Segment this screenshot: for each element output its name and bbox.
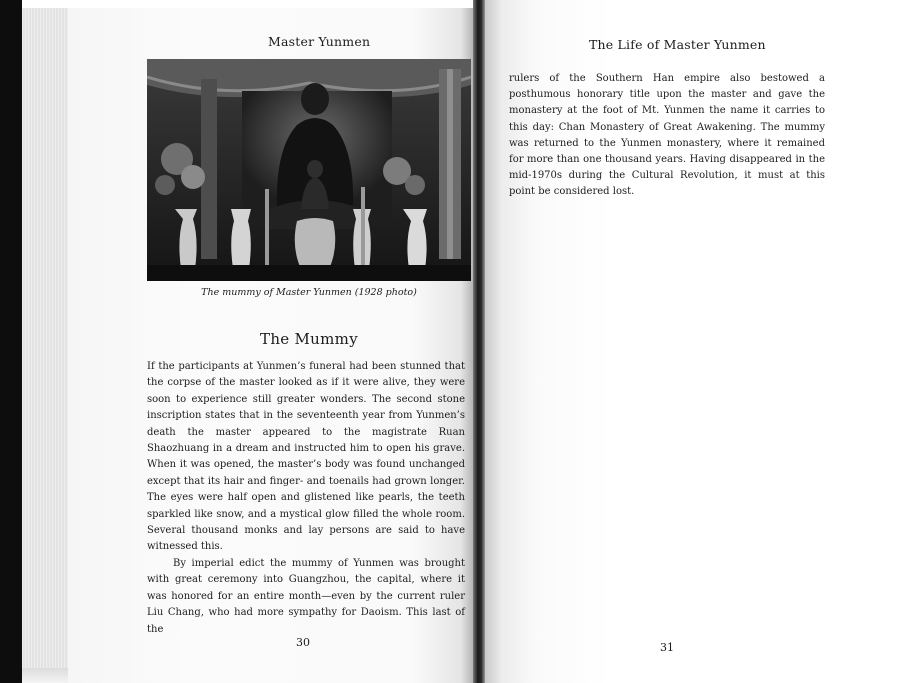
left-page-number: 30 bbox=[296, 636, 310, 649]
right-page-number: 31 bbox=[660, 641, 674, 654]
right-running-head: The Life of Master Yunmen bbox=[589, 37, 766, 52]
section-title: The Mummy bbox=[260, 330, 358, 348]
mummy-photo-illustration bbox=[147, 59, 471, 281]
paragraph: If the participants at Yunmen’s funeral had been stunned that the corpse of the master looked as if it were alive, they were soon to experience still greater wonders. The second stone inscription states that in the seventeenth year from Yunmen’s death the master appeared to the magistrate Ruan Shaozhuang in a dream and instructed him to open his grave. When it was opened, the master’s body was found unchanged except that its hair and finger- and toenails had grown longer. The eyes were half open and glistened like pearls, the teeth sparkled like snow, and a mystical glow filled the whole room. Several thousand monks and lay persons are said to have witnessed this. bbox=[147, 361, 465, 553]
paragraph: rulers of the Southern Han empire also bestowed a posthumous honorary title upon the master and gave the monastery at the foot of Mt. Yunmen the name it carries to this day: Chan Monastery of Great Awakening. The mummy was returned to the Yunmen monastery, where it remained for more than one thousand years. Having disappeared in the mid-1970s during the Cultural Revolution, it must at this point be considered lost. bbox=[509, 73, 825, 198]
left-body-text bbox=[147, 359, 465, 638]
page-stack-edge bbox=[22, 8, 68, 668]
book-edge-shadow bbox=[0, 0, 22, 683]
mummy-photograph bbox=[147, 59, 471, 281]
figure-caption: The mummy of Master Yunmen (1928 photo) bbox=[201, 287, 417, 298]
left-running-head: Master Yunmen bbox=[268, 34, 371, 49]
right-body-text bbox=[509, 71, 825, 201]
book-spine bbox=[473, 0, 485, 683]
paragraph: By imperial edict the mummy of Yunmen was brought with great ceremony into Guangzhou, the capital, where it was honored for an entire month—even by the current ruler Liu Chang, who had more sympathy for Daoism. This last of the bbox=[147, 557, 465, 635]
